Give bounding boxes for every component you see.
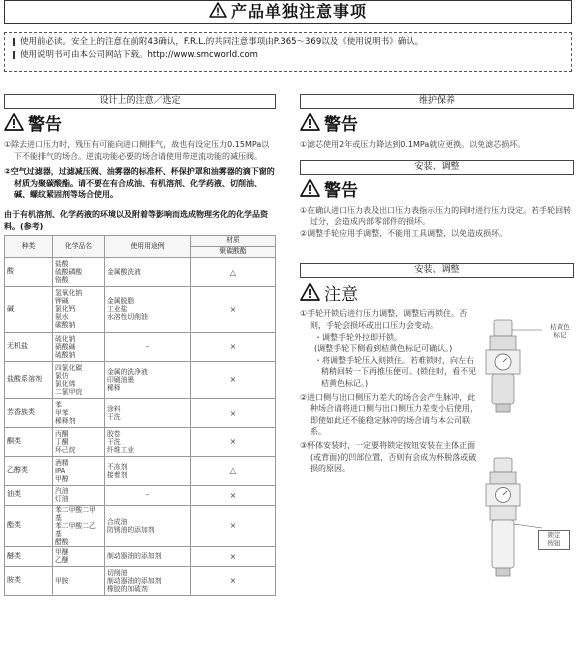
install-section-title-2: 安装、调整	[300, 263, 574, 278]
row-category: 乙醇类	[5, 456, 53, 485]
chemical-name: 盐酸	[55, 260, 69, 269]
usage-example: 干洗	[107, 437, 121, 446]
chemical-name: 稀释剂	[55, 417, 76, 426]
chemical-name: 硫酸钠	[55, 350, 76, 359]
usage-example: 干洗	[107, 413, 121, 422]
left-column	[4, 94, 276, 668]
usage-example: 稀释	[107, 383, 121, 392]
warning-triangle-icon	[300, 179, 320, 204]
usage-example: 不冻剂	[107, 462, 128, 471]
chemical-name: 甲胺	[55, 576, 69, 585]
row-category: 酮类	[5, 427, 53, 456]
row-compat-mark: ×	[191, 546, 276, 566]
chemical-name: 甲醇	[55, 474, 69, 483]
row-usages	[105, 566, 191, 595]
right-column	[300, 94, 574, 668]
table-row	[5, 286, 276, 332]
row-compat-mark: ×	[191, 505, 276, 546]
row-usages	[105, 332, 191, 361]
row-usages	[105, 286, 191, 332]
usage-example: 接着剂	[107, 470, 128, 479]
row-category: 醚类	[5, 546, 53, 566]
row-category: 芳香族类	[5, 399, 53, 428]
chemical-table-body	[5, 258, 276, 596]
chemical-name: 氯化钙	[55, 305, 76, 314]
usage-example: 工业盐	[107, 305, 128, 314]
row-usages	[105, 505, 191, 546]
usage-example: 橡胶的加硫剂	[107, 584, 148, 593]
row-category: 碱	[5, 286, 53, 332]
chemical-name: 碳酸钠	[55, 321, 76, 330]
warning-triangle-icon	[209, 2, 227, 21]
table-row	[5, 546, 276, 566]
chemical-name: 氨水	[55, 313, 69, 322]
row-chemicals	[53, 286, 105, 332]
chemical-name: 四氯化碳	[55, 363, 83, 372]
row-compat-mark: ×	[191, 427, 276, 456]
row-category: 无机盐	[5, 332, 53, 361]
row-chemicals	[53, 485, 105, 505]
usage-example: 制动器油的添加剂	[107, 552, 162, 561]
table-intro: 由于有机溶剂、化学药液的环境以及附着等影响而选成物理劣化的化学品资料。(参考)	[4, 209, 268, 231]
table-row	[5, 361, 276, 398]
row-compat-mark: ×	[191, 399, 276, 428]
chemical-name: 甲苯	[55, 409, 69, 418]
caution-item-2: ②进口侧与出口侧压力差大的场合会产生脉冲，此种场合请将进口侧与出口侧压力差变小后使用，即使如此还不能稳定脉冲的场合请与本公司联系。	[300, 392, 478, 437]
row-usages	[105, 427, 191, 456]
row-category: 盐酸系溶剂	[5, 361, 53, 398]
caution-sub-2: (调整手轮下侧看到桔黄色标记可确认。)	[314, 344, 453, 354]
chemical-name: 氯化烯	[55, 379, 76, 388]
chemical-table	[4, 235, 276, 596]
row-usages	[105, 399, 191, 428]
caution-sub-3: ・将调整手轮压入则锁住。若难锁时，向左右稍稍回转一下再推压便可。(锁住时，看不见桔黄色标记。)	[314, 355, 477, 388]
row-compat-mark: △	[191, 456, 276, 485]
usage-example: 胶卷	[107, 429, 121, 438]
row-chemicals	[53, 258, 105, 287]
title-bar	[4, 0, 572, 24]
row-compat-mark: △	[191, 258, 276, 287]
chemical-name: 丁酮	[55, 437, 69, 446]
chemical-name: 醋酸	[55, 537, 69, 546]
chemical-name: 苯	[55, 401, 62, 410]
row-compat-mark: ×	[191, 566, 276, 595]
row-chemicals	[53, 399, 105, 428]
row-usages	[105, 456, 191, 485]
notice-line-2: 使用说明书可由本公司网站下载。http://www.smcworld.com	[13, 49, 563, 62]
chemical-name: IPA	[55, 466, 66, 475]
design-section-title: 设计上的注意／选定	[4, 94, 276, 109]
filter-regulator-figure-lock-button	[484, 456, 572, 580]
chemical-name: 硝酸碱	[55, 342, 76, 351]
caution-heading: 注意	[300, 284, 574, 306]
col-usage: 使用用途例	[105, 236, 191, 258]
row-chemicals	[53, 361, 105, 398]
chemical-name: 硫化钠	[55, 334, 76, 343]
usage-example: 涂料	[107, 405, 121, 414]
col-chemical: 化学品名	[53, 236, 105, 258]
row-usages	[105, 546, 191, 566]
chemical-name: 铬酸	[55, 276, 69, 285]
row-chemicals	[53, 566, 105, 595]
row-compat-mark: ×	[191, 485, 276, 505]
col-material: 材质	[191, 236, 276, 247]
usage-example: 金属的洗净液	[107, 367, 148, 376]
chemical-name: 苯二甲酸二甲基	[55, 505, 96, 522]
row-chemicals	[53, 332, 105, 361]
usage-example: –	[145, 342, 150, 351]
install-item-1: ①在确认进口压力表及出口压力表指示压力的同时进行压力设定。若手轮回转过分，会造成内部零部件的损坏。	[300, 205, 572, 227]
usage-example: 纤维工业	[107, 445, 135, 454]
design-warning-heading: 警告	[4, 115, 276, 137]
notice-line-1: 使用前必读。安全上的注意在前附43确认，F.R.L.的共同注意事项由P.365～369以及《使用说明书》确认。	[13, 36, 563, 49]
row-chemicals	[53, 546, 105, 566]
usage-example: 印刷油墨	[107, 375, 135, 384]
row-chemicals	[53, 456, 105, 485]
row-chemicals	[53, 427, 105, 456]
chemical-name: 丙酮	[55, 429, 69, 438]
usage-example: 合成油	[107, 517, 128, 526]
caution-item-1: ①手轮开锁后进行压力调整，调整后再锁住。否则，手轮会损坏或出口压力会变动。	[300, 309, 468, 330]
warning-triangle-icon	[4, 113, 24, 138]
chemical-name: 钾碱	[55, 297, 69, 306]
table-row	[5, 566, 276, 595]
install-section-title-1: 安装、调整	[300, 160, 574, 175]
chemical-name: 汽油	[55, 487, 69, 496]
row-category: 胺类	[5, 566, 53, 595]
maintenance-warning-heading: 警告	[300, 115, 574, 137]
usage-example: 制动器油的添加剂	[107, 576, 162, 585]
row-compat-mark: ×	[191, 286, 276, 332]
row-category: 油类	[5, 485, 53, 505]
usage-example: 金属脱脂	[107, 297, 135, 306]
table-row	[5, 399, 276, 428]
row-compat-mark: ×	[191, 332, 276, 361]
row-usages	[105, 258, 191, 287]
usage-example: –	[145, 491, 150, 500]
row-usages	[105, 361, 191, 398]
row-category: 酸	[5, 258, 53, 287]
row-usages	[105, 485, 191, 505]
col-material-sub: 聚碳酸酯	[191, 247, 276, 258]
chemical-name: 二氯甲烷	[55, 387, 83, 396]
table-row	[5, 505, 276, 546]
install-item-2: ②调整手轮应用手调整，不能用工具调整，以免造成损坏。	[300, 228, 508, 238]
usage-example: 防锈油的添加剂	[107, 525, 155, 534]
usage-example: 金属酸洗液	[107, 268, 141, 277]
orange-mark-callout: 桔黄色 标记	[550, 323, 570, 339]
caution-triangle-icon	[300, 283, 320, 308]
design-item-1: ①除去进口压力时，残压有可能向进口侧排气，故也有设定压力0.15MPa以下不能排气的场合。逆流功能必要的场合请使用带逆流功能的减压阀。	[4, 140, 270, 161]
table-row	[5, 427, 276, 456]
warning-triangle-icon	[300, 113, 320, 138]
caution-sub-1: ・调整手轮外拉即开锁。	[314, 332, 402, 342]
chemical-name: 氢氧化钠	[55, 289, 83, 298]
chemical-name: 乙醚	[55, 556, 69, 565]
table-row	[5, 456, 276, 485]
col-category: 种类	[5, 236, 53, 258]
table-row	[5, 332, 276, 361]
chemical-name: 氯仿	[55, 371, 69, 380]
maintenance-item-1: ①滤芯使用2年或压力降达到0.1MPa就应更换。以免滤芯损坏。	[300, 140, 526, 149]
usage-example: 切削油	[107, 568, 128, 577]
notice-box	[4, 32, 572, 72]
chemical-name: 甲醚	[55, 548, 69, 557]
chemical-name: 硫酸磷酸	[55, 268, 83, 277]
table-row	[5, 258, 276, 287]
design-item-2: ②空气过滤器，过滤减压阀、油雾器的标准杯、杯保护罩和油雾器的滴下窗的材质为聚碳酸酯。请不要在有合成油、有机溶剂、化学药液、切削油、碱、螺纹紧固剂等场合使用。	[4, 167, 275, 200]
maintenance-section-title: 维护保养	[300, 94, 574, 109]
page-title: 产品单独注意事项	[230, 1, 367, 21]
chemical-name: 环己烷	[55, 445, 76, 454]
usage-example: 水溶性切削油	[107, 313, 148, 322]
table-row	[5, 485, 276, 505]
chemical-name: 灯油	[55, 495, 69, 504]
chemical-name: 酒精	[55, 458, 69, 467]
row-chemicals	[53, 505, 105, 546]
row-category: 酯类	[5, 505, 53, 546]
install-warning-heading: 警告	[300, 181, 574, 203]
caution-item-3: ③杯体安装时，一定要将锁定按钮安装在主体正面(或背面)的凹部位置，否则有会成为杯脱落或破损的原因。	[300, 440, 477, 474]
lock-button-callout: 锁定 按钮	[538, 530, 570, 550]
chemical-name: 苯二甲酸二乙基	[55, 521, 96, 538]
caution-text	[300, 308, 478, 474]
row-compat-mark: ×	[191, 361, 276, 398]
